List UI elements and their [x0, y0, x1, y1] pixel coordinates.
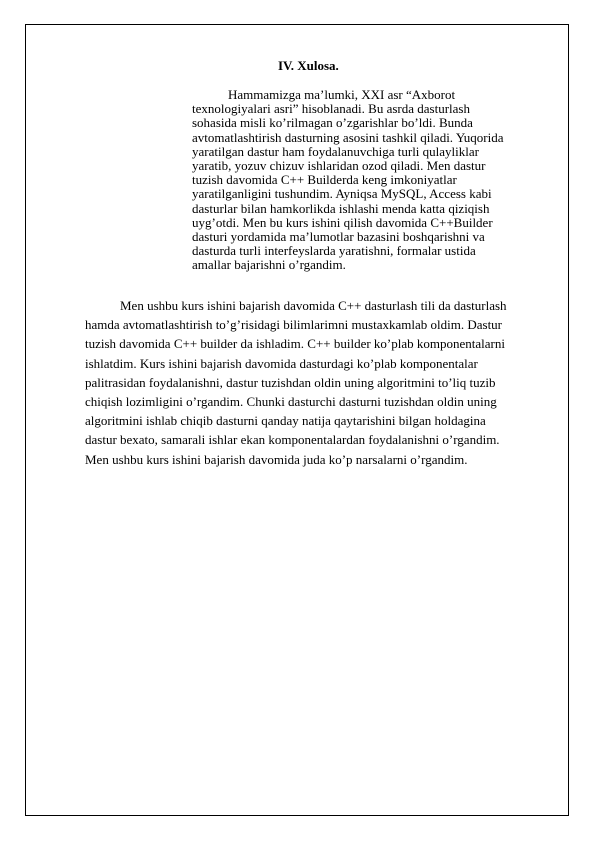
intro-paragraph	[192, 88, 522, 273]
main-paragraph	[85, 296, 545, 469]
paragraph-line: algoritmini ishlab chiqib dasturni qanday natija qaytarishini bilgan holdagina	[85, 413, 486, 429]
intro-line: sohasida misli ko’rilmagan o’zgarishlar bo’ldi. Bunda	[192, 115, 473, 131]
intro-line: yaratilgan dastur ham foydalanuvchiga turli qulayliklar	[192, 143, 479, 159]
intro-line: amallar bajarishni o’rgandim.	[192, 257, 346, 273]
intro-line: tuzish davomida C++ Builderda keng imkoniyatlar	[192, 172, 457, 188]
paragraph-line: palitrasidan foydalanishni, dastur tuzishdan oldin uning algoritmini to’liq tuzib	[85, 374, 496, 390]
paragraph-line: dastur bexato, samarali ishlar ekan komponentalardan foydalanishni o’rgandim.	[85, 432, 500, 448]
intro-line: dasturlar bilan hamkorlikda ishlashi menda katta qiziqish	[192, 200, 490, 216]
intro-line: yaratilganligini tushundim. Ayniqsa MySQL, Access kabi	[192, 186, 492, 202]
intro-line: Hammamizga ma’lumki, XXI asr “Axborot	[228, 87, 456, 102]
paragraph-line: ishlatdim. Kurs ishini bajarish davomida dasturdagi ko’plab komponentalar	[85, 355, 478, 371]
paragraph-line: Men ushbu kurs ishini bajarish davomida C++ dasturlash tili da dasturlash	[120, 298, 507, 313]
paragraph-line: tuzish davomida C++ builder da ishladim. C++ builder ko’plab komponentalarni	[85, 336, 505, 352]
intro-line: avtomatlashtirish dasturning asosini tashkil qiladi. Yuqorida	[192, 129, 504, 145]
intro-line: dasturda turli interfeyslarda yaratishni, formalar ustida	[192, 243, 476, 259]
intro-line: dasturi yordamida ma’lumotlar bazasini boshqarishni va	[192, 229, 485, 245]
paragraph-line: hamda avtomatlashtirish to’g’risidagi bilimlarimni mustaxkamlab oldim. Dastur	[85, 317, 503, 333]
intro-line: yaratib, yozuv chizuv ishlaridan ozod qiladi. Men dastur	[192, 158, 486, 174]
intro-line: texnologiyalari asri” hisoblanadi. Bu asrda dasturlash	[192, 101, 470, 117]
intro-line: uyg’otdi. Men bu kurs ishini qilish davomida C++Builder	[192, 214, 493, 230]
section-heading: IV. Xulosa.	[278, 58, 339, 73]
paragraph-line: Men ushbu kurs ishini bajarish davomida juda ko’p narsalarni o’rgandim.	[85, 451, 468, 467]
paragraph-line: chiqish lozimligini o’rgandim. Chunki dasturchi dasturni tuzishdan oldin uning	[85, 394, 497, 410]
